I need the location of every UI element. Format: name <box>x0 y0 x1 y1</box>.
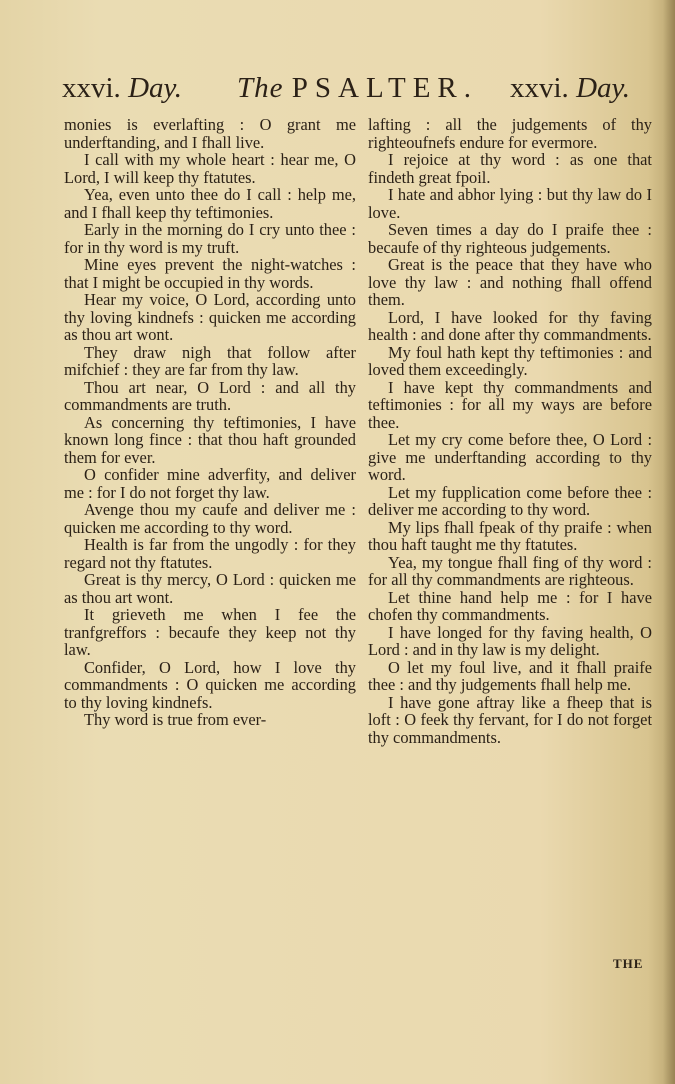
verse: Early in the morning do I cry unto thee : for in thy word is my truft. <box>64 220 356 257</box>
verse: Lord, I have looked for thy faving health : and done after thy commandments. <box>368 307 652 344</box>
verse: My lips fhall fpeak of thy praife : when thou haft taught me thy ftatutes. <box>368 517 652 554</box>
header-day-left: xxvi. Day. <box>62 72 183 104</box>
verse: It grieveth me when I fee the tranfgreffors : becaufe they keep not thy law. <box>64 605 356 659</box>
verse: They draw nigh that follow after mifchief : they are far from thy law. <box>64 342 356 379</box>
verse: Great is the peace that they have who love thy law : and nothing fhall offend them. <box>368 255 652 309</box>
header-day-right: xxvi. Day. <box>510 72 631 104</box>
header-title: The PSALTER. <box>237 72 479 104</box>
verse: My foul hath kept thy teftimonies : and loved them exceedingly. <box>368 342 652 379</box>
verse: Let thine hand help me : for I have chofen thy commandments. <box>368 587 652 624</box>
verse: I hate and abhor lying : but thy law do I love. <box>368 185 652 222</box>
verse: Thy word is true from ever- <box>84 710 267 729</box>
verse: Health is far from the ungodly : for they regard not thy ftatutes. <box>64 535 356 572</box>
verse: Let my cry come before thee, O Lord : give me underftanding according to thy word. <box>368 430 652 484</box>
verse: I rejoice at thy word : as one that findeth great fpoil. <box>368 150 652 187</box>
verse: I have longed for thy faving health, O Lord : and in thy law is my delight. <box>368 622 652 659</box>
verse: Thou art near, O Lord : and all thy commandments are truth. <box>64 377 356 414</box>
right-column <box>368 116 652 746</box>
verse: O confider mine adverfity, and deliver me : for I do not forget thy law. <box>64 465 356 502</box>
verse: Let my fupplication come before thee : deliver me according to thy word. <box>368 482 652 519</box>
verse: Hear my voice, O Lord, according unto thy loving kindnefs : quicken me according as thou art wont. <box>64 290 356 344</box>
left-column <box>64 116 356 729</box>
verse: Avenge thou my caufe and deliver me : quicken me according to thy word. <box>64 500 356 537</box>
verse: lafting : all the judgements of thy righteoufnefs endure for evermore. <box>368 115 652 152</box>
verse: Mine eyes prevent the night-watches : that I might be occupied in thy words. <box>64 255 356 292</box>
verse: Confider, O Lord, how I love thy commandments : O quicken me according to thy loving kindnefs. <box>64 657 356 712</box>
verse: Seven times a day do I praife thee : becaufe of thy righteous judgements. <box>368 220 652 257</box>
page-edge-shadow <box>663 0 675 1084</box>
verse: Yea, even unto thee do I call : help me, and I fhall keep thy teftimonies. <box>64 185 356 222</box>
verse: Great is thy mercy, O Lord : quicken me as thou art wont. <box>64 570 356 607</box>
verse: As concerning thy teftimonies, I have known long fince : that thou haft grounded them for ever. <box>64 412 356 467</box>
verse: I have kept thy commandments and teftimonies : for all my ways are before thee. <box>368 377 652 432</box>
running-header <box>62 62 652 112</box>
verse: O let my foul live, and it fhall praife thee : and thy judgements fhall help me. <box>368 657 652 694</box>
verse: monies is everlafting : O grant me underftanding, and I fhall live. <box>64 115 356 152</box>
verse: Yea, my tongue fhall fing of thy word : for all thy commandments are righteous. <box>368 552 652 589</box>
catchword: THE <box>613 956 644 971</box>
verse: I have gone aftray like a fheep that is loft : O feek thy fervant, for I do not forget thy commandments. <box>368 692 652 747</box>
verse: I call with my whole heart : hear me, O Lord, I will keep thy ftatutes. <box>64 150 356 187</box>
